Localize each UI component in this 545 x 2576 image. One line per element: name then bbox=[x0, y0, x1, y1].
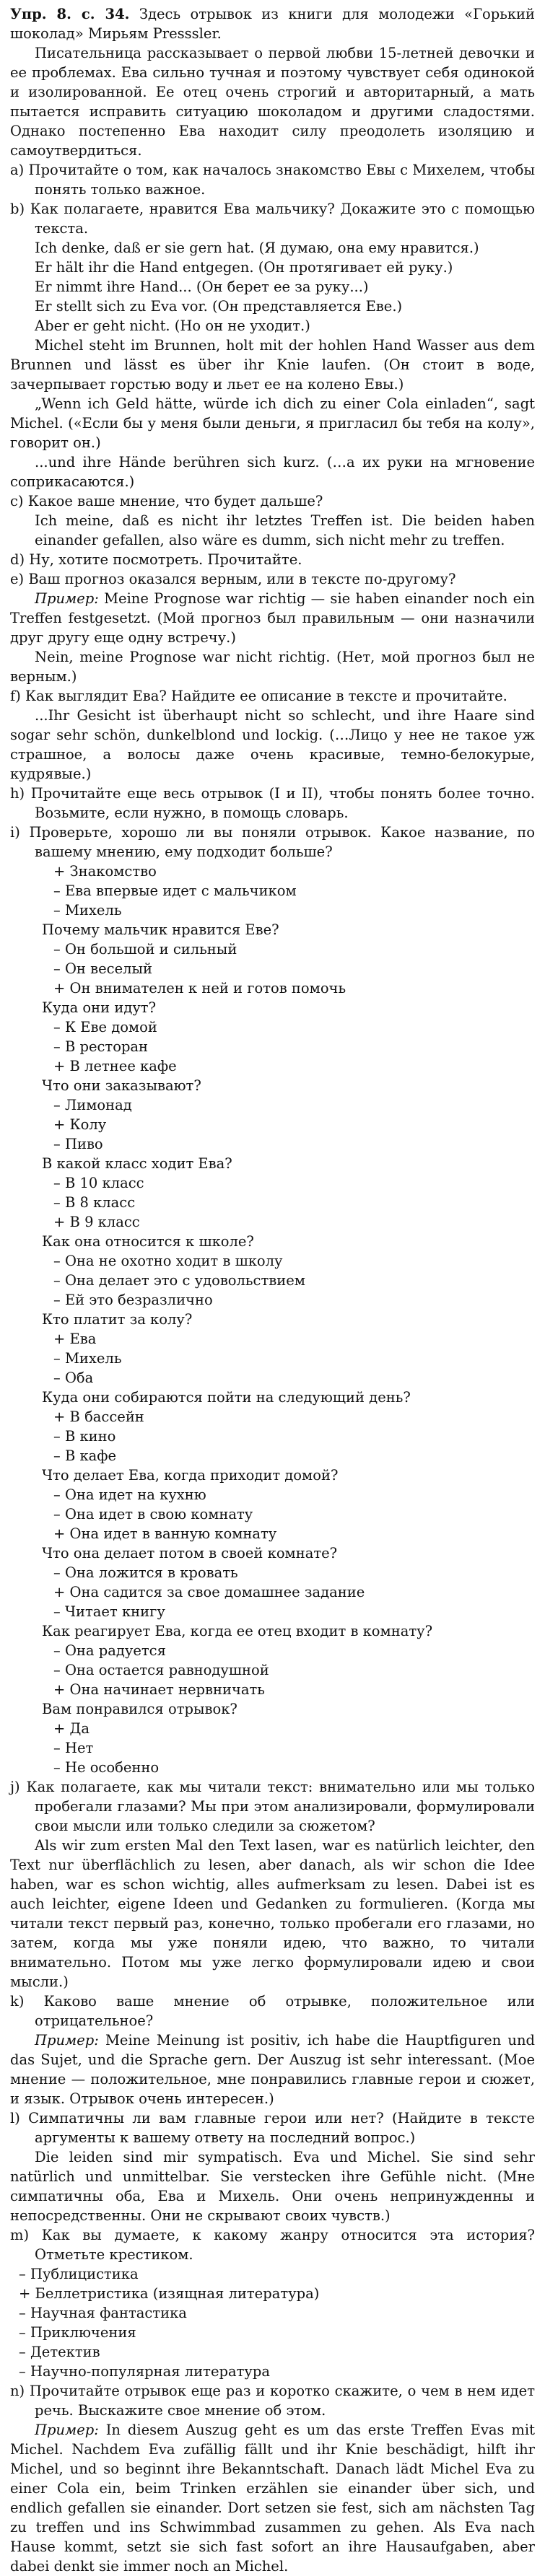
answer-option: – Он большой и сильный bbox=[53, 941, 237, 958]
question: Что они заказывают? bbox=[42, 1077, 201, 1094]
task-b: b) Как полагаете, нравится Ева мальчику? Докажите это с помощью текста. bbox=[10, 201, 535, 237]
question: Что она делает потом в своей комнате? bbox=[42, 1545, 338, 1561]
answer-option: – Она остается равнодушной bbox=[53, 1662, 269, 1678]
example-label: Пример: bbox=[35, 2422, 99, 2438]
answer-option: – Читает книгу bbox=[53, 1603, 165, 1620]
task-l: l) Симпатичны ли вам главные герои или нет? (Найдите в тексте аргументы к вашему ответу на последний вопрос.) bbox=[10, 2110, 535, 2146]
genre-option: – Научно-популярная литература bbox=[19, 2363, 270, 2380]
answer-option: + Колу bbox=[53, 1116, 107, 1133]
task-d: d) Ну, хотите посмотреть. Прочитайте. bbox=[10, 551, 302, 568]
b-quote-1: Michel steht im Brunnen, holt mit der hohlen Hand Wasser aus dem Brunnen und lässt es über ihr Knie laufen. (Он стоит в воде, зачерпывает горстью воду и льет ее на колено Евы.) bbox=[10, 337, 535, 393]
task-j: j) Как полагаете, как мы читали текст: внимательно или мы только пробегали глазами? Мы при этом анализировали, формулировали свои мысли или только следили за сюжетом? bbox=[10, 1779, 535, 1834]
answer-option: + В 9 класс bbox=[53, 1214, 140, 1230]
j-answer: Als wir zum ersten Mal den Text lasen, war es natürlich leichter, den Text nur überflächlich zu lesen, aber danach, als wir schon die Idee haben, war es schon wichtig, alles aufmerksam zu lesen. Dabei ist es auch leichter, eigene Ideen und Gedanken zu formulieren. (Когда мы читали текст первый раз, конечно, только пробегали его глазами, но затем, когда мы уже поняли идею, что важно, то читали внимательно. Потом мы уже легко формулировали идею и свои мысли.) bbox=[10, 1837, 535, 1990]
answer-option: – Лимонад bbox=[53, 1097, 132, 1113]
question: В какой класс ходит Ева? bbox=[42, 1155, 232, 1172]
answer-option: – В кино bbox=[53, 1428, 116, 1445]
option: – Михель bbox=[53, 902, 122, 919]
task-m: m) Как вы думаете, к какому жанру относится эта история? Отметьте крестиком. bbox=[10, 2227, 535, 2263]
exercise-number: Упр. 8. с. 34. bbox=[10, 6, 130, 22]
genre-option: + Беллетристика (изящная литература) bbox=[19, 2285, 320, 2302]
question: Кто платит за колу? bbox=[42, 1311, 193, 1328]
b-line-2: Er hält ihr die Hand entgegen. (Он протягивает ей руку.) bbox=[35, 259, 453, 276]
option: + Знакомство bbox=[53, 863, 157, 880]
n-example bbox=[10, 2420, 535, 2576]
answer-option: – Она идет на кухню bbox=[53, 1486, 206, 1503]
e-example bbox=[10, 589, 535, 647]
answer-option: – Она идет в свою комнату bbox=[53, 1506, 253, 1523]
answer-option: – Пиво bbox=[53, 1136, 103, 1152]
answer-option: – В кафе bbox=[53, 1447, 117, 1464]
task-f: f) Как выглядит Ева? Найдите ее описание в тексте и прочитайте. bbox=[10, 688, 507, 704]
e-alternative: Nein, meine Prognose war nicht richtig. (Нет, мой прогноз был не верным.) bbox=[10, 649, 535, 685]
answer-option: + В летнее кафе bbox=[53, 1058, 177, 1074]
answer-option: + В бассейн bbox=[53, 1409, 144, 1425]
n-example-text: In diesem Auszug geht es um das erste Treffen Evas mit Michel. Nachdem Eva zufällig fällt und ihr Knie beschädigt, hilft ihr Michel, und so beginnt ihre Bekanntschaft. Danach lädt Michel Eva zu einer Cola ein, beim Trinken erzählen sie einander über sich, und endlich gefallen sie einander. Dort setzen sie fest, sich am nächsten Tag zu treffen und ins Schwimmbad zusammen zu gehen. Als Eva nach Hause kommt, setzt sie sich fast sofort an ihre Hausaufgaben, aber dabei denkt sie immer noch an Michel. bbox=[10, 2422, 535, 2575]
b-line-4: Er stellt sich zu Eva vor. (Он представляется Еве.) bbox=[35, 298, 403, 315]
b-line-1: Ich denke, daß er sie gern hat. (Я думаю, она ему нравится.) bbox=[35, 240, 479, 256]
question: Что делает Ева, когда приходит домой? bbox=[42, 1467, 339, 1484]
b-line-3: Er nimmt ihre Hand... (Он берет ее за руку...) bbox=[35, 279, 369, 295]
k-example bbox=[10, 2030, 535, 2108]
genre-option: – Публицистика bbox=[19, 2266, 139, 2282]
summary-paragraph: Писательница рассказывает о первой любви 15-летней девочки и ее проблемах. Ева сильно тучная и поэтому чувствует себя одинокой и изолированной. Ее отец очень строгий и авторитарный, а мать пытается исправить ситуацию шоколадом и другими сладостями. Однако постепенно Ева находит силу преодолеть изоляцию и самоутвердиться. bbox=[10, 45, 535, 159]
answer-option: – Ей это безразлично bbox=[53, 1292, 213, 1308]
genre-options bbox=[10, 2264, 535, 2381]
task-a: a) Прочитайте о том, как началось знакомство Евы с Михелем, чтобы понять только важное. bbox=[10, 162, 535, 198]
task-k: k) Каково ваше мнение об отрывке, положительное или отрицательное? bbox=[10, 1993, 535, 2029]
answer-option: + Ева bbox=[53, 1331, 97, 1347]
c-answer: Ich meine, daß es nicht ihr letztes Treffen ist. Die beiden haben einander gefallen, also wäre es dumm, sich nicht mehr zu treffen. bbox=[35, 512, 535, 548]
answer-option: – Он веселый bbox=[53, 960, 153, 977]
task-i: i) Проверьте, хорошо ли вы поняли отрывок. Какое название, по вашему мнению, ему подходит больше? bbox=[10, 824, 535, 860]
answer-option: + Она начинает нервничать bbox=[53, 1681, 265, 1698]
genre-option: – Детектив bbox=[19, 2344, 100, 2360]
b-line-5: Aber er geht nicht. (Но он не уходит.) bbox=[35, 317, 310, 334]
question: Вам понравился отрывок? bbox=[42, 1701, 237, 1717]
question-list bbox=[10, 920, 535, 1777]
intro-paragraph bbox=[10, 4, 535, 43]
task-n: n) Прочитайте отрывок еще раз и коротко скажите, о чем в нем идет речь. Выскажите свое мнение об этом. bbox=[10, 2383, 535, 2419]
answer-option: – Нет bbox=[53, 1740, 94, 1756]
answer-option: – В 10 класс bbox=[53, 1175, 144, 1191]
task-h: h) Прочитайте еще весь отрывок (I и II), чтобы понять более точно. Возьмите, если нужно, в помощь словарь. bbox=[10, 785, 535, 821]
answer-option: + Она идет в ванную комнату bbox=[53, 1525, 277, 1542]
answer-option: – Михель bbox=[53, 1350, 122, 1367]
answer-option: – В 8 класс bbox=[53, 1194, 136, 1211]
question: Как она относится к школе? bbox=[42, 1233, 254, 1250]
answer-option: + Она садится за свое домашнее задание bbox=[53, 1584, 365, 1600]
genre-option: – Научная фантастика bbox=[19, 2305, 187, 2321]
answer-option: – Не особенно bbox=[53, 1759, 160, 1776]
answer-option: – Она делает это с удовольствием bbox=[53, 1272, 305, 1289]
answer-option: – Она радуется bbox=[53, 1642, 166, 1659]
question: Как реагирует Ева, когда ее отец входит в комнату? bbox=[42, 1623, 433, 1639]
b-quote-3: ...und ihre Hände berühren sich kurz. (…а их руки на мгновение соприкасаются.) bbox=[10, 454, 535, 490]
question: Почему мальчик нравится Еве? bbox=[42, 921, 279, 938]
question: Куда они идут? bbox=[42, 999, 157, 1016]
l-answer: Die leiden sind mir sympatisch. Eva und Michel. Sie sind sehr natürlich und unmittelbar. Sie verstecken ihre Gefühle nicht. (Мне симпатичны оба, Ева и Михель. Они очень непринужденны и непосредственны. Они не скрывают своих чувств.) bbox=[10, 2149, 535, 2224]
genre-option: – Приключения bbox=[19, 2324, 136, 2341]
task-e: e) Ваш прогноз оказался верным, или в тексте по-другому? bbox=[10, 571, 456, 587]
answer-option: – Она ложится в кровать bbox=[53, 1564, 238, 1581]
answer-option: – Она не охотно ходит в школу bbox=[53, 1253, 283, 1269]
answer-option: + Он внимателен к ней и готов помочь bbox=[53, 980, 346, 996]
option: – Ева впервые идет с мальчиком bbox=[53, 882, 297, 899]
example-label: Пример: bbox=[35, 590, 99, 607]
e-example-text: Meine Prognose war richtig — sie haben einander noch ein Treffen festgesetzt. (Мой прогноз был правильным — они назначили друг другу еще одну встречу.) bbox=[10, 590, 535, 646]
answer-option: – Оба bbox=[53, 1370, 94, 1386]
question: Куда они собираются пойти на следующий день? bbox=[42, 1389, 411, 1406]
k-example-text: Meine Meinung ist positiv, ich habe die Hauptfiguren und das Sujet, und die Sprache gern. Der Auszug ist sehr interessant. (Мое мнение — положительное, мне понравились главные герои и сюжет, и язык. Отрывок очень интересен.) bbox=[10, 2032, 535, 2107]
intro-text: Здесь отрывок из книги для молодежи «Горький шоколад» Мирьям Presssler. bbox=[10, 6, 535, 42]
f-answer: ...Ihr Gesicht ist überhaupt nicht so schlecht, und ihre Haare sind sogar sehr schön, dunkelblond und lockig. (…Лицо у нее не такое уж страшное, а волосы даже очень красивые, темно-белокурые, кудрявые.) bbox=[10, 707, 535, 782]
example-label: Пример: bbox=[35, 2032, 99, 2049]
task-c: c) Какое ваше мнение, что будет дальше? bbox=[10, 493, 323, 509]
b-quote-2: „Wenn ich Geld hätte, würde ich dich zu einer Cola einladen“, sagt Michel. («Если бы у меня были деньги, я пригласил бы тебя на колу», говорит он.) bbox=[10, 395, 535, 451]
i-title-options bbox=[10, 862, 535, 920]
answer-option: + Да bbox=[53, 1720, 90, 1737]
answer-option: – К Еве домой bbox=[53, 1019, 157, 1035]
answer-option: – В ресторан bbox=[53, 1038, 149, 1055]
